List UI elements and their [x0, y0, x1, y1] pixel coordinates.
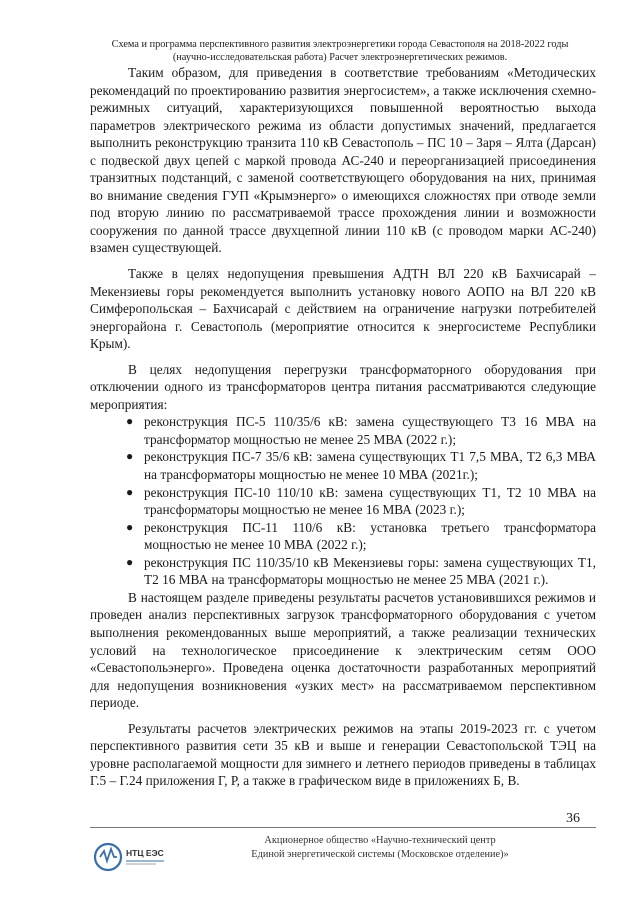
logo-text: НТЦ ЕЭС: [126, 848, 164, 858]
footer-line-2: Единой энергетической системы (Московское отделение)»: [251, 848, 509, 860]
paragraph-1: Таким образом, для приведения в соответствие требованиям «Методических рекомендаций по проектированию развития энергосистем», а также исключения схемно-режимных ситуаций, характеризующихся повышенной вероятностью выхода параметров электрического режима из области допустимых значений, предлагается выполнить реконструкцию транзита 110 кВ Севастополь – ПС 10 – Заря – Ялта (Дарсан) с подвеской двух цепей с маркой провода АС-240 и переорганизацией присоединения транзитных подстанций, с заменой соответствующего оборудования на них, принимая во внимание сведения ГУП «Крымэнерго» о имеющихся сложностях при отводе земли под вторую линию по рассматриваемой трассе прохождения линии и возможности сооружения по данной трассе двухцепной линии 110 кВ (с проводом марки АС-240) взамен существующей.: [90, 65, 596, 256]
footer-divider: [90, 827, 596, 828]
bullet-icon: ●: [126, 484, 134, 499]
bullet-icon: ●: [126, 414, 134, 429]
header-line-1: Схема и программа перспективного развития электроэнергетики города Севастополя на 2018-2022 годы: [111, 39, 569, 50]
list-item: ● реконструкция ПС-7 35/6 кВ: замена существующих Т1 7,5 МВА, Т2 6,3 МВА на трансформаторы мощностью не менее 10 МВА (2021г.);: [126, 449, 596, 483]
paragraph-5: Результаты расчетов электрических режимов на этапы 2019-2023 гг. с учетом перспективного развития сети 35 кВ и выше и генерации Севастопольской ТЭЦ на уровне располагаемой мощности для зимнего и летнего периодов приведены в таблицах Г.5 – Г.24 приложения Г, Р, а также в графическом виде в приложениях Б, В.: [90, 720, 596, 789]
paragraph-2: Также в целях недопущения превышения АДТН ВЛ 220 кВ Бахчисарай – Мекензиевы горы рекомендуется выполнить установку нового АОПО на ВЛ 220 кВ Симферопольская – Бахчисарай с действием на ограничение нагрузки потребителей энергорайона г. Севастополь (мероприятие относится к энергосистеме Республики Крым).: [90, 266, 596, 352]
list-item: ● реконструкция ПС-10 110/10 кВ: замена существующих Т1, Т2 10 МВА на трансформаторы мощностью не менее 16 МВА (2023 г.);: [126, 484, 596, 518]
page-footer: [230, 834, 530, 861]
company-logo: [92, 837, 172, 877]
page-header: [80, 38, 600, 64]
bullet-icon: ●: [126, 554, 134, 569]
list-item: ● реконструкция ПС-5 110/35/6 кВ: замена существующего Т3 16 МВА на трансформатор мощностью не менее 25 МВА (2022 г.);: [126, 414, 596, 447]
page-number: 36: [566, 811, 580, 826]
measures-list: [90, 413, 596, 588]
footer-line-1: Акционерное общество «Научно-технический центр: [264, 835, 496, 846]
paragraph-3: В целях недопущения перегрузки трансформаторного оборудования при отключении одного из трансформаторов центра питания рассматриваются следующие мероприятия:: [90, 361, 596, 412]
body-text: [90, 64, 596, 798]
list-item: ● реконструкция ПС-11 110/6 кВ: установка третьего трансформатора мощностью не менее 10 МВА (2022 г.);: [126, 519, 596, 553]
bullet-icon: ●: [126, 519, 134, 534]
paragraph-4: В настоящем разделе приведены результаты расчетов установившихся режимов и проведен анализ перспективных загрузок трансформаторного оборудования с учетом выполнения рекомендованных выше мероприятий, а также реализации технических условий на технологическое присоединение к электрическим сетям ООО «Севастопольэнерго». Проведена оценка достаточности разработанных мероприятий для недопущения возникновения «узких мест» на рассматриваемом перспективном периоде.: [90, 589, 596, 711]
header-line-2: (научно-исследовательская работа) Расчет электроэнергетических режимов.: [172, 52, 508, 63]
bullet-icon: ●: [126, 449, 134, 464]
list-item: ● реконструкция ПС 110/35/10 кВ Мекензиевы горы: замена существующих Т1, Т2 16 МВА на трансформаторы мощностью не менее 25 МВА (2021 г.).: [126, 554, 596, 588]
